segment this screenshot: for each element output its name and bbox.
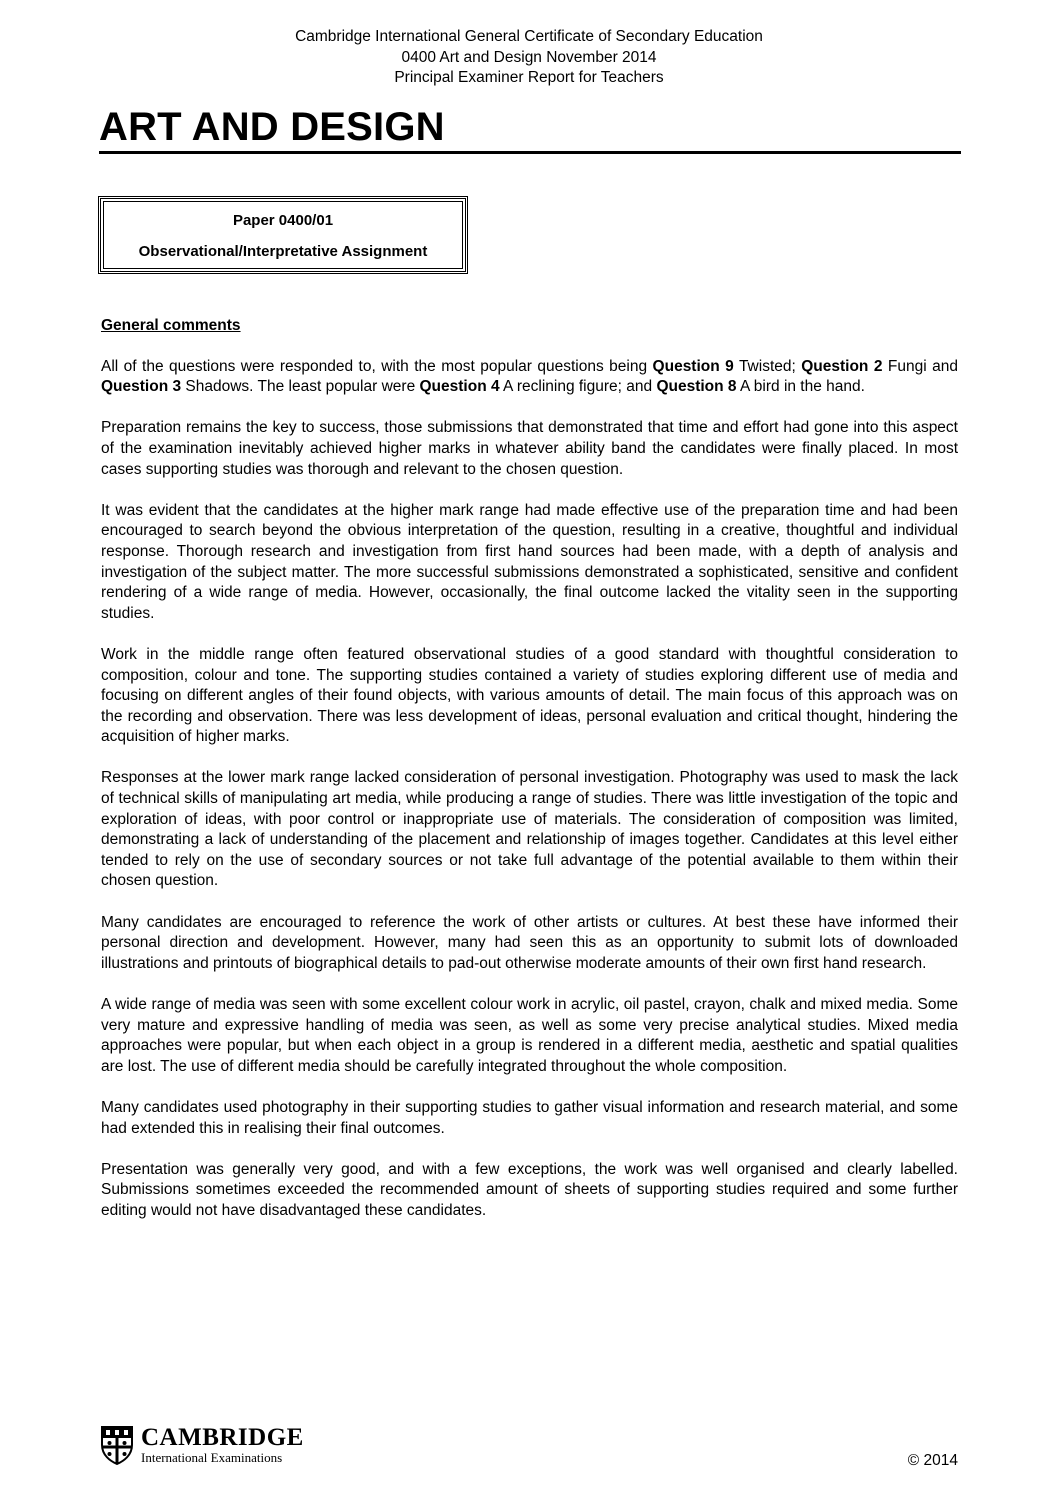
paper-box: [98, 196, 468, 274]
text-span: Shadows. The least popular were: [181, 378, 420, 396]
paragraph-artists-reference: Many candidates are encouraged to reference the work of other artists or cultures. At best these have informed their personal direction and development. However, many had seen this as an opportunity to submit lots of downloaded illustrations and printouts of biographical details to pad-out otherwise moderate amounts of their own first hand research.: [101, 913, 958, 972]
question-ref: Question 4: [419, 378, 500, 396]
paragraph-question-popularity: [101, 357, 958, 398]
header-line-report-type: Principal Examiner Report for Teachers: [394, 69, 664, 86]
paper-box-inner: [103, 201, 463, 269]
question-ref: Question 2: [801, 357, 883, 375]
text-span: A bird in the hand.: [736, 378, 865, 396]
header-line-syllabus: 0400 Art and Design November 2014: [401, 48, 657, 66]
report-body: [101, 316, 958, 1242]
page-header: [0, 27, 1058, 89]
paragraph-lower-range: Responses at the lower mark range lacked consideration of personal investigation. Photography was used to mask the lack of technical skills of manipulating art media, while producing a range of studies. There was little investigation of the topic and exploration of ideas, with poor control or inappropriate use of materials. The consideration of composition was limited, demonstrating a lack of understanding of the placement and relationship of images together. Candidates at this level either tended to rely on the use of secondary sources or not take full advantage of the potential available to them within their chosen question.: [101, 769, 958, 890]
question-ref: Question 8: [656, 378, 737, 396]
logo-wordmark: CAMBRIDGE: [141, 1424, 304, 1451]
paragraph-preparation: Preparation remains the key to success, those submissions that demonstrated that time and effort had gone into this aspect of the examination inevitably achieved higher marks in whatever ability band the candidates were finally placed. In most cases supporting studies was thorough and relevant to the chosen question.: [101, 419, 958, 478]
header-line-qualification: Cambridge International General Certificate of Secondary Education: [295, 28, 763, 45]
text-span: All of the questions were responded to, with the most popular questions being: [101, 357, 653, 375]
cambridge-crest-icon: [100, 1425, 134, 1465]
paragraph-media: A wide range of media was seen with some excellent colour work in acrylic, oil pastel, crayon, chalk and mixed media. Some very mature and expressive handling of media was seen, as well as some very precise analytical studies. Mixed media approaches were popular, but when each object in a group is rendered in a different media, aesthetic and spatial qualities are lost. The use of different media should be carefully integrated throughout the whole composition.: [101, 996, 958, 1075]
logo-subtitle: International Examinations: [141, 1450, 283, 1465]
title-rule: [99, 151, 961, 154]
cambridge-logo: [100, 1425, 320, 1467]
copyright-notice: © 2014: [907, 1452, 958, 1469]
text-span: Fungi and: [882, 357, 958, 375]
paragraph-middle-range: Work in the middle range often featured observational studies of a good standard with thoughtful consideration to composition, colour and tone. The supporting studies contained a variety of studies exploring different use of media and focusing on different angles of their found objects, with various amounts of detail. The main focus of this approach was on the recording and observation. There was less development of ideas, personal evaluation and critical thought, hindering the acquisition of higher marks.: [101, 645, 958, 746]
paragraph-photography: Many candidates used photography in their supporting studies to gather visual information and research material, and some had extended this in realising their final outcomes.: [101, 1098, 958, 1137]
paper-code: Paper 0400/01: [232, 212, 334, 229]
text-span: Twisted;: [733, 357, 802, 375]
paragraph-higher-range: It was evident that the candidates at the higher mark range had made effective use of the preparation time and had been encouraged to search beyond the obvious interpretation of the question, resulting in a creative, thoughtful and individual response. Thorough research and investigation from first hand sources had been made, with a depth of analysis and investigation of the subject matter. The more successful submissions demonstrated a sophisticated, sensitive and confident rendering of a wide range of media. However, occasionally, the final outcome lacked the vitality seen in the supporting studies.: [101, 501, 958, 622]
paragraph-presentation: Presentation was generally very good, and with a few exceptions, the work was well organised and clearly labelled. Submissions sometimes exceeded the recommended amount of sheets of supporting studies required and some further editing would not have disadvantaged these candidates.: [101, 1160, 958, 1219]
text-span: A reclining figure; and: [499, 378, 657, 396]
question-ref: Question 9: [652, 357, 734, 375]
section-heading-general-comments: General comments: [101, 317, 241, 334]
paper-name: Observational/Interpretative Assignment: [138, 243, 428, 260]
question-ref: Question 3: [101, 378, 182, 396]
page-title: ART AND DESIGN: [99, 105, 445, 149]
